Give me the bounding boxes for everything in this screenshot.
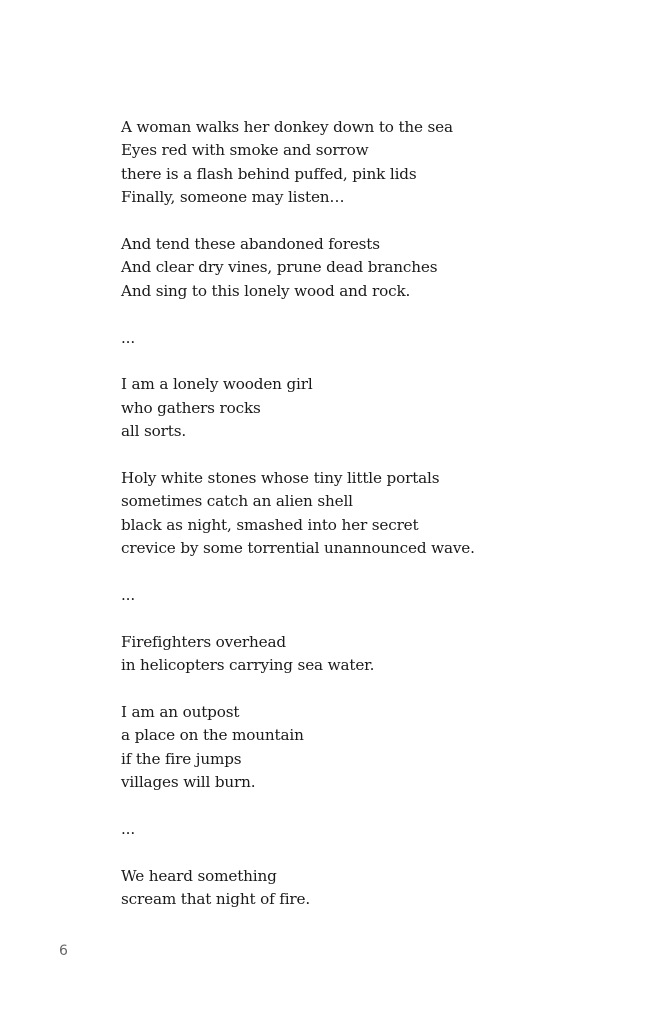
poem-line: in helicopters carrying sea water.: [121, 655, 375, 674]
poem-line: all sorts.: [121, 422, 187, 441]
poem-body: [121, 116, 475, 911]
poem-line: I am an outpost: [121, 702, 240, 721]
poem-line: if the fire jumps: [121, 749, 242, 768]
poem-line: Firefighters overhead: [121, 632, 286, 651]
poem-line: there is a flash behind puffed, pink lids: [121, 164, 417, 183]
stanza-break: [121, 443, 475, 466]
poem-line: And tend these abandoned forests: [121, 234, 380, 253]
poem-line: crevice by some torrential unannounced wave.: [121, 539, 475, 558]
stanza-break: [121, 303, 475, 326]
stanza-break: [121, 841, 475, 864]
page-number: 6: [59, 943, 68, 959]
stanza-break: [121, 677, 475, 700]
poem-line: Eyes red with smoke and sorrow: [121, 141, 369, 160]
poem-line: who gathers rocks: [121, 398, 261, 417]
stanza-break: [121, 607, 475, 630]
stanza-break: [121, 794, 475, 817]
poem-line: black as night, smashed into her secret: [121, 515, 419, 534]
stanza-break: [121, 350, 475, 373]
poem-line: villages will burn.: [121, 772, 256, 791]
poem-line: A woman walks her donkey down to the sea: [121, 118, 453, 136]
poem-line: I am a lonely wooden girl: [121, 375, 313, 394]
poem-line: We heard something: [121, 866, 277, 885]
section-separator: ...: [121, 585, 136, 604]
poem-line: scream that night of fire.: [121, 889, 311, 908]
poem-line: And sing to this lonely wood and rock.: [121, 281, 411, 300]
stanza-break: [121, 210, 475, 233]
stanza-break: [121, 560, 475, 583]
poem-line: sometimes catch an alien shell: [121, 492, 353, 511]
poem-line: Finally, someone may listen…: [121, 188, 345, 207]
section-separator: ...: [121, 819, 136, 838]
section-separator: ...: [121, 328, 136, 347]
poem-line: And clear dry vines, prune dead branches: [121, 258, 438, 277]
poem-line: Holy white stones whose tiny little portals: [121, 468, 440, 487]
poem-line: a place on the mountain: [121, 726, 304, 745]
